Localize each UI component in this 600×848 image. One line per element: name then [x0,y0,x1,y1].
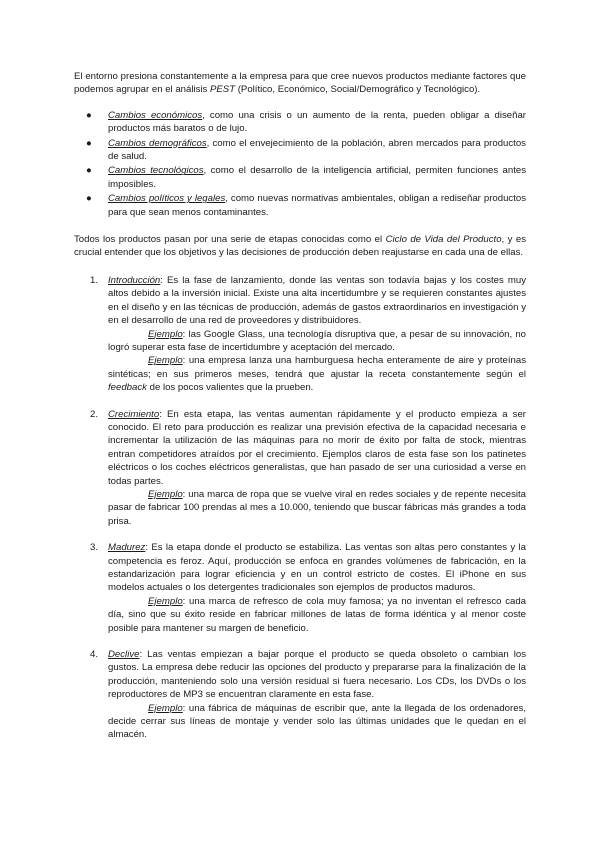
list-item-technological [74,164,526,191]
term: Cambios demográficos [108,137,207,149]
para-text: Todos los productos pasan por una serie de etapas conocidas como el [74,234,386,246]
bullet-icon: ● [86,165,92,177]
example-label: Ejemplo [148,355,183,367]
example-label: Ejemplo [148,488,183,500]
stage-description: : En esta etapa, las ventas aumentan rápidamente y el producto empieza a ser conocido. El reto para producción es realizar una previsión efectiva de la capacidad necesaria e incrementar la utilización de las máquinas para no morir de éxito por falta de stock, mientras entran competidores atraídos por el crecimiento. Ejemplos claros de esta fase son los patinetes eléctricos o los coches eléctricos generalistas, que han pasado de ser una curiosidad a verse en todas partes. [108,408,526,487]
example-text: : una marca de refresco de cola muy famosa; ya no inventan el refresco cada día, sino que su éxito reside en fabricar millones de latas de forma idéntica y al menor coste posible para mantener su margen de beneficio. [108,595,526,634]
example-label: Ejemplo [148,702,183,714]
example-text: : las Google Glass, una tecnología disruptiva que, a pesar de su innovación, no logró superar esta fase de incertidumbre y aceptación del mercado. [108,328,526,353]
stage-description: : Las ventas empiezan a bajar porque el producto se queda obsoleto o cambian los gustos. La empresa debe reducir las opciones del producto y prepararse para la finalización de la producción, manteniendo solo una versión residual si fuera necesario. Los CDs, los DVDs o los reproductores de MP3 se encuentran claramente en esta fase. [108,649,526,701]
list-number: 2. [90,408,99,420]
bullet-icon: ● [86,193,92,205]
example [108,354,526,394]
stage-maturity [74,541,526,635]
example-text-end: de los pocos valientes que la prueben. [146,382,314,394]
feedback-term: feedback [108,382,147,394]
list-item-demographic [74,137,526,164]
list-item-economic [74,109,526,136]
intro-text-end: (Político, Económico, Social/Demográfico y Tecnológico). [235,84,481,96]
pest-term: PEST [210,84,236,96]
item-text: , como el envejecimiento de la población, abren mercados para productos de salud. [108,137,526,163]
item-text: , como una crisis o un aumento de la renta, pueden obligar a diseñar productos más baratos o de lujo. [108,109,527,135]
term: Madurez [108,542,146,554]
stage-growth [74,408,526,529]
term: Introducción [108,274,161,286]
stage-decline [74,648,526,742]
example [108,702,526,742]
example [108,328,526,355]
list-number: 3. [90,542,99,554]
example-label: Ejemplo [148,595,183,607]
example-label: Ejemplo [148,328,183,340]
intro-text: El entorno presiona constantemente a la empresa para que cree nuevos productos mediante factores que podemos agrupar en el análisis [74,71,526,96]
list-number: 1. [90,274,99,286]
term: Cambios políticos y legales [108,193,226,205]
stage-list [74,274,526,742]
stage-introduction [74,274,526,395]
example-text: : una marca de ropa que se vuelve viral en redes sociales y de repente necesita pasar de fabricar 100 prendas al mes a 10.000, teniendo que buscar fábricas más grandes a toda prisa. [108,488,526,527]
example-text: : una empresa lanza una hamburguesa hecha enteramente de aire y proteínas sintéticas; en sus primeros meses, tendrá que ajustar la receta constantemente según el [108,355,526,380]
bullet-icon: ● [86,137,92,149]
stage-description: : Es la fase de lanzamiento, donde las ventas son todavía bajas y los costes muy altos debido a la inversión inicial. Existe una alta incertidumbre y se requieren constantes ajustes en el diseño y en las técnicas de producción, además de gastos extraordinarios en investigación y en el desarrollo de una red de proveedores y distribuidores. [108,274,526,327]
stage-text [108,408,526,488]
list-number: 4. [90,649,99,661]
bullet-icon: ● [86,109,92,121]
stage-text [108,648,526,702]
document-page [74,70,526,755]
term: Cambios tecnológicos [108,165,204,177]
lifecycle-paragraph [74,233,526,260]
example [108,595,526,635]
lifecycle-term: Ciclo de Vida del Producto [385,234,502,246]
item-text: , como el desarrollo de la inteligencia artificial, permiten funciones antes imposibles. [108,165,526,190]
term: Declive [108,649,140,661]
stage-text [108,274,526,328]
list-item-political [74,192,526,219]
term: Cambios económicos [108,109,203,121]
item-text: , como nuevas normativas ambientales, obligan a rediseñar productos para que sean menos contaminantes. [108,193,527,218]
para-text-end: , y es crucial entender que los objetivos y las decisiones de producción deben reajustarse en cada una de ellas. [74,234,526,259]
stage-text [108,541,526,595]
pest-factor-list [74,109,526,219]
intro-paragraph [74,70,526,97]
example-text: : una fábrica de máquinas de escribir que, ante la llegada de los ordenadores, decide cerrar sus líneas de montaje y vender solo las últimas unidades que le quedan en el almacén. [108,702,526,741]
example [108,488,526,528]
stage-description: : Es la etapa donde el producto se estabiliza. Las ventas son altas pero constantes y la competencia es feroz. Aquí, producción se enfoca en grandes volúmenes de fabricación, en la estandarización para lograr eficiencia y en un control estricto de costes. El iPhone en sus modelos actuales o los detergentes tradicionales son ejemplos de productos maduros. [108,542,526,594]
term: Crecimiento [108,408,160,420]
